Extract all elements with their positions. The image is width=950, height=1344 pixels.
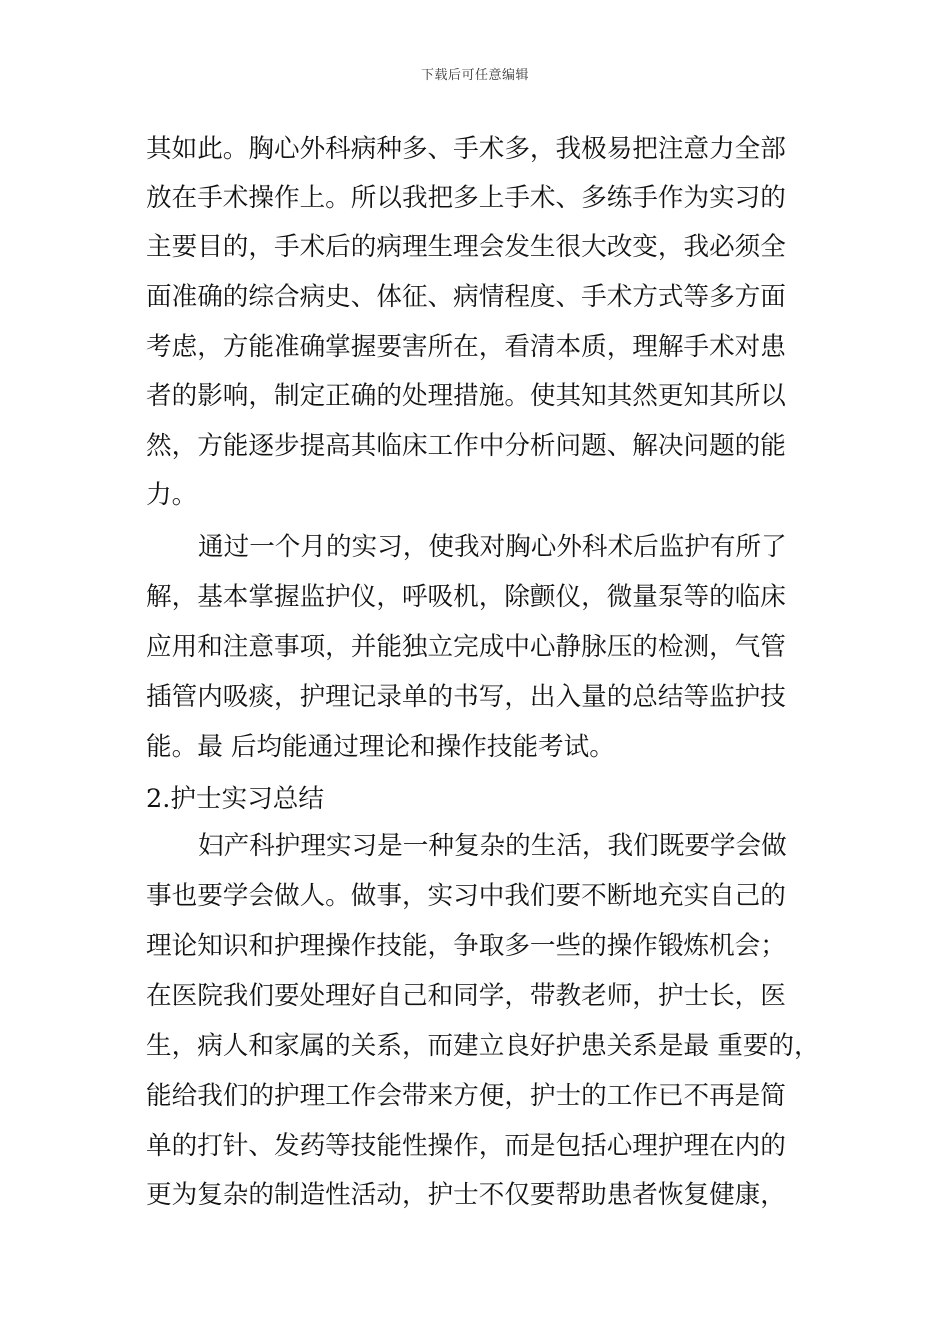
text-line: 应用和注意事项，并能独立完成中心静脉压的检测，气管	[146, 632, 786, 662]
text-line: 放在手术操作上。所以我把多上手术、多练手作为实习的	[146, 183, 786, 213]
text-line: 力。	[146, 480, 198, 510]
text-line: 事也要学会做人。做事，实习中我们要不断地充实自己的	[146, 881, 786, 911]
paragraph-start-line: 通过一个月的实习，使我对胸心外科术后监护有所了	[198, 532, 787, 562]
page-header: 下载后可任意编辑	[420, 68, 529, 83]
text-line: 考虑，方能准确掌握要害所在，看清本质，理解手术对患	[146, 332, 786, 362]
text-line: 插管内吸痰，护理记录单的书写，出入量的总结等监护技	[146, 682, 786, 712]
text-line: 在医院我们要处理好自己和同学，带教老师，护士长，医	[146, 981, 786, 1011]
text-line: 更为复杂的制造性活动，护士不仅要帮助患者恢复健康，	[146, 1180, 786, 1210]
text-line: 解，基本掌握监护仪，呼吸机，除颤仪，微量泵等的临床	[146, 582, 786, 612]
text-line: 生，病人和家属的关系，而建立良好护患关系是最 重要的，	[146, 1031, 820, 1061]
text-line: 主要目的，手术后的病理生理会发生很大改变，我必须全	[146, 232, 786, 262]
text-line: 理论知识和护理操作技能，争取多一些的操作锻炼机会；	[146, 931, 786, 961]
text-line: 能。最 后均能通过理论和操作技能考试。	[146, 732, 615, 762]
text-line: 单的打针、发药等技能性操作，而是包括心理护理在内的	[146, 1131, 786, 1161]
section-heading: 2.护士实习总结	[146, 784, 324, 814]
text-line: 其如此。胸心外科病种多、手术多，我极易把注意力全部	[146, 134, 786, 164]
text-line: 者的影响，制定正确的处理措施。使其知其然更知其所以	[146, 381, 786, 411]
text-line: 能给我们的护理工作会带来方便，护士的工作已不再是简	[146, 1081, 786, 1111]
paragraph-start-line: 妇产科护理实习是一种复杂的生活，我们既要学会做	[198, 831, 787, 861]
text-line: 然，方能逐步提高其临床工作中分析问题、解决问题的能	[146, 431, 786, 461]
text-line: 面准确的综合病史、体征、病情程度、手术方式等多方面	[146, 282, 786, 312]
